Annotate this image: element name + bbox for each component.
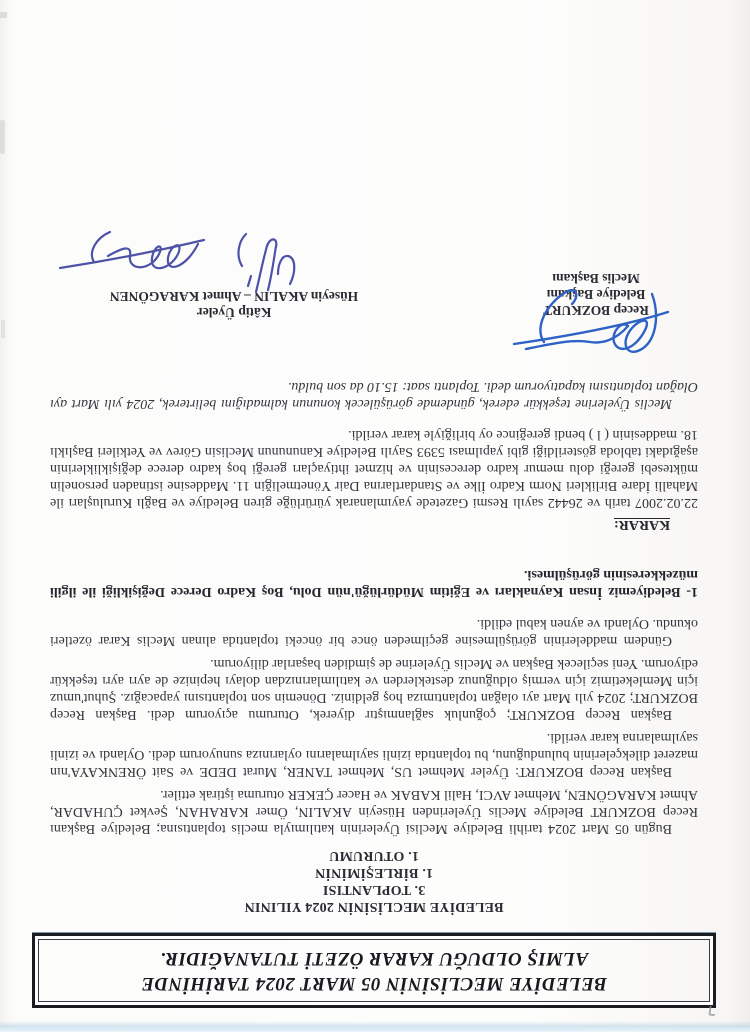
paragraph-previous-minutes: Gündem maddelerinin görüşülmesine geçilmeden önce bir önceki toplantıda alınan Meclis Karar özetleri okundu. Oylandı ve aynen kabul edildi.: [50, 616, 698, 648]
mayor-role-1: Belediye Başkanı: [546, 287, 646, 302]
title-box-line-2: ALMIŞ OLDUĞU KARAR ÖZETİ TUTANAĞIDIR.: [159, 948, 589, 969]
paragraph-excused-members: Başkan Recep BOZKURT: Üyeler Mehmet US, Mehmet TANER, Murat DEDE ve Sait ÖRENKAYA'nın mazeret dilekçelerinin bulunduğunu, bu toplantıda izinli sayılmalarını oylarınıza sunuyorum dedi. Oylandı ve izinli sayılmalarına karar verildi.: [50, 730, 698, 779]
header-year-line: BELEDİYE MECLİSİNİN 2024 YILININ: [244, 899, 504, 914]
paragraph-opening-remarks: Başkan Recep BOZKURT; çoğunluk sağlanmıştır diyerek, Oturumu açıyorum dedi. Başkan Recep BOZKURT; 2024 yılı Mart ayı olağan toplantımıza hoş geldiniz. Dönemin son toplantısını yapacağız. Şuhut'umuz için Memleketimiz için vermiş olduğunuz desteklerden ve katılımlarınızdan dolayı hepinize de ayrı ayrı teşekkür ediyorum. Yeni seçilecek Başkan ve Meclis Üyelerine de şimdiden başarılar diliyorum.: [50, 656, 698, 722]
mayor-name: Recep BOZKURT: [543, 303, 649, 318]
header-session-line: 3. TOPLANTISI: [322, 882, 426, 897]
paragraph-attendance: Bugün 05 Mart 2024 tarihli Belediye Meclisi Üyelerinin katılımıyla meclis toplantısına; Belediye Başkanı Recep BOZKURT Belediye Meclis Üyelerinden Hüseyin AKALIN, Ömer KARAHAN, Şevket ÇUHADAR, Ahmet KARAGÖNEN, Mehmet AVCI, Halil KABAK ve Hacer ÇEKER oturuma iştirak ettiler.: [50, 787, 698, 836]
document-body: [0, 218, 750, 923]
paragraph-decision-text: 22.02.2007 tarih ve 26442 sayılı Resmi Gazetede yayımlanarak yürürlüğe giren Belediye ve Bağlı Kuruluşları ile Mahalli İdare Birlikleri Norm Kadro İlke ve Standartlarına Dair Yönetmeliğin 11. Maddesine istinaden personelin müktesebi gereği dolu memur kadro derecesinin ve hizmet ihtiyaçları gereği boş kadro derece değişikliklerinin aşağıdaki tabloda gösterildiği gibi yapılması 5393 Sayılı Belediye Kanununun Meclisin Görev ve Yetkileri Başlıklı 18. maddesinin ( l ) bendi gereğince oy birliğiyle karar verildi.: [50, 427, 698, 510]
paragraph-closing: Meclis Üyelerine teşekkür ederek, gündemde görüşülecek konunun kalmadığını belirterek, 2024 yılı Mart ayı Olağan toplantısını kapatıyorum dedi. Toplantı saat: 15.10 da son buldu.: [50, 379, 698, 411]
signature-block-clerks: [50, 218, 418, 320]
meeting-header: [50, 847, 698, 915]
signature-section: [50, 218, 698, 320]
title-box-line-1: BELEDİYE MECLİSİNİN 05 MART 2024 TARİHİNDE: [140, 973, 608, 994]
clerks-names: Hüseyin AKALIN – Ahmet KARAGÖNEN: [109, 289, 359, 304]
clerks-title: Kâtip Üyeler: [196, 305, 272, 320]
agenda-item-1: 1- Belediyemiz İnsan Kaynakları ve Eğitim Müdürlüğü'nün Dolu, Boş Kadro Derece Değişikliği ile ilgili müzekkeresinin görüşülmesi.: [50, 567, 698, 599]
signature-block-mayor: [498, 218, 694, 320]
decision-summary-title-box: [32, 933, 716, 1008]
decision-label: KARAR:: [614, 517, 670, 532]
signature-ahmet-karagonen: [56, 224, 206, 286]
header-assembly-line: 1. BİRLEŞİMİNİN: [314, 865, 434, 880]
mayor-role-2: Meclis Başkanı: [552, 271, 640, 286]
header-sitting-line: 1. OTURUMU: [329, 848, 419, 863]
clerk-signatures: [50, 218, 418, 288]
